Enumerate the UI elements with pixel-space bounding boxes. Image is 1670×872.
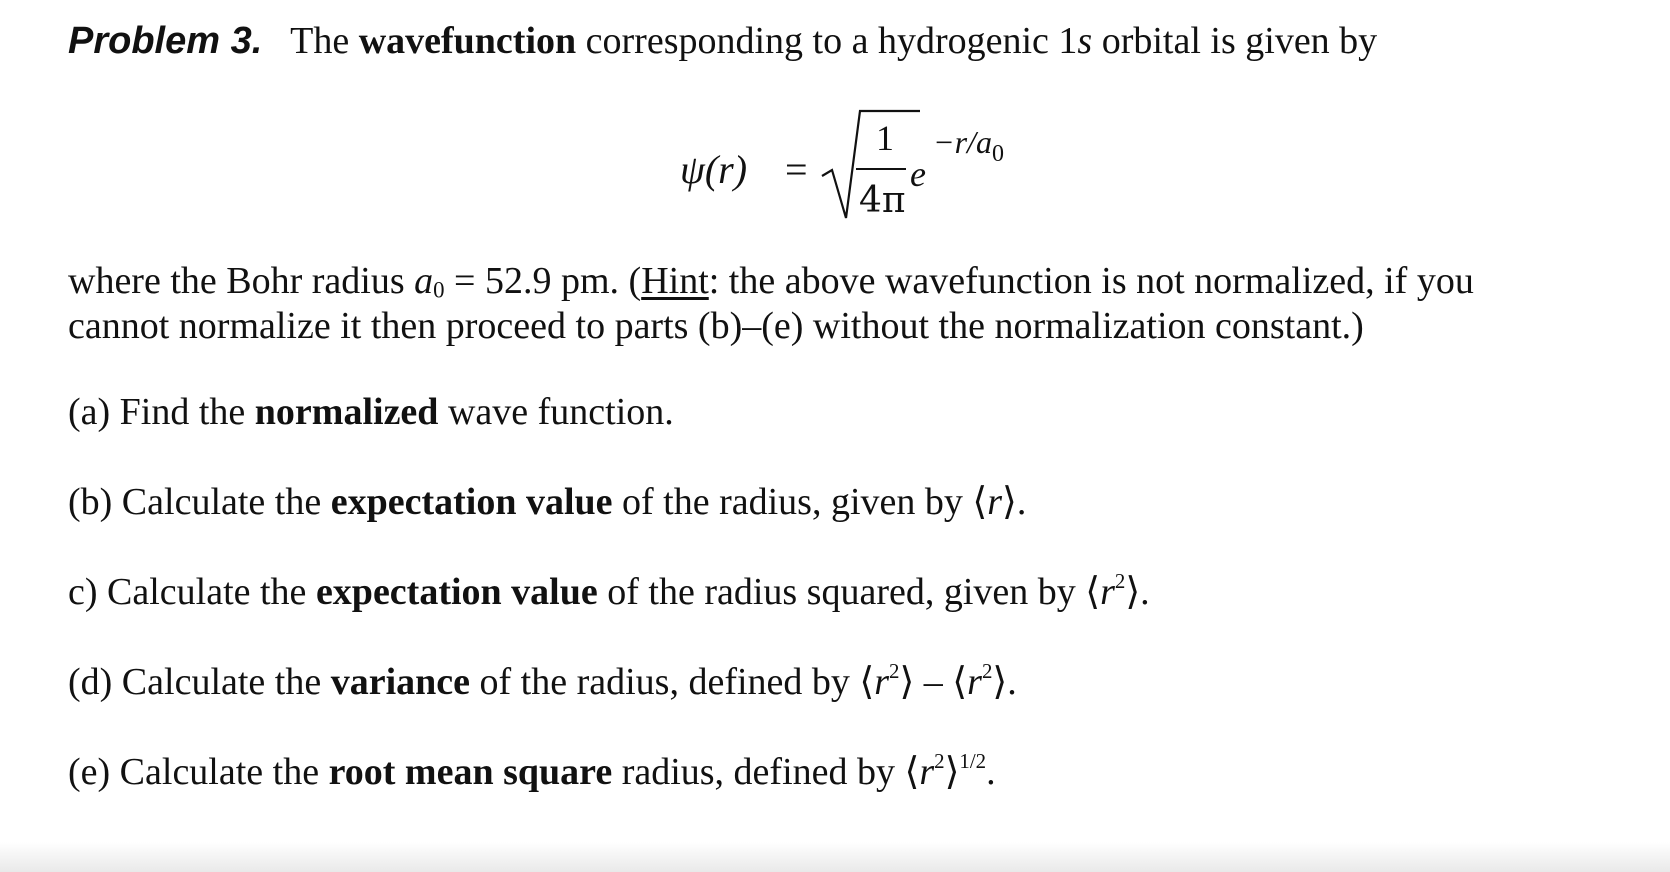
part-e-var: r — [919, 751, 935, 793]
problem-label: Problem 3. — [68, 20, 263, 62]
part-b-post: of the radius, given by ⟨ — [622, 481, 988, 523]
equation-equals: = — [785, 147, 808, 192]
part-b-end: ⟩. — [1002, 481, 1027, 523]
part-e-post: radius, defined by ⟨ — [621, 751, 920, 793]
exponent — [933, 124, 1004, 167]
part-d-sup1: 2 — [889, 659, 900, 684]
part-e — [68, 749, 996, 793]
part-d — [68, 659, 1017, 703]
intro-pre: The — [290, 20, 350, 62]
part-b-var: r — [987, 481, 1003, 523]
part-d-pre: (d) Calculate the — [68, 661, 322, 703]
exponential-base: e — [910, 154, 926, 194]
note-line-2-text: cannot normalize it then proceed to parts (b)–(e) without the normalization constant.) — [68, 305, 1364, 347]
intro-post: orbital is given by — [1101, 20, 1378, 62]
note-line-2 — [68, 307, 1364, 345]
part-c-end: ⟩. — [1125, 571, 1150, 613]
part-b-pre: (b) Calculate the — [68, 481, 322, 523]
part-c-sup: 2 — [1114, 569, 1126, 594]
part-d-post: of the radius, defined by ⟨ — [479, 661, 875, 703]
note-pre: where the Bohr radius — [68, 260, 405, 302]
part-d-bold: variance — [330, 661, 471, 703]
part-a — [68, 393, 674, 431]
part-d-mid: ⟩ – ⟨ — [899, 661, 968, 703]
fraction-denominator: 4π — [859, 180, 906, 221]
intro-bold-term: wavefunction — [358, 20, 577, 62]
orbital-s: s — [1077, 20, 1093, 62]
part-a-post: wave function. — [447, 391, 674, 433]
equation-lhs: ψ(r) — [680, 147, 748, 192]
exponent-text: −r/a — [933, 124, 992, 160]
part-e-close: ⟩ — [944, 751, 960, 793]
part-c-var: r — [1100, 571, 1115, 613]
intro-mid: corresponding to a hydrogenic 1 — [585, 20, 1078, 62]
part-e-sup: 2 — [934, 749, 945, 774]
part-d-var1: r — [874, 661, 890, 703]
part-b-bold: expectation value — [330, 481, 613, 523]
note-line-1 — [68, 260, 1474, 303]
part-e-pre: (e) Calculate the — [68, 751, 320, 793]
part-e-end: . — [986, 751, 996, 793]
part-d-sup2: 2 — [981, 659, 993, 684]
part-e-power: 1/2 — [959, 749, 987, 774]
part-d-end: ⟩. — [992, 661, 1017, 703]
part-c — [68, 569, 1150, 613]
hint-word: Hint — [641, 260, 709, 302]
exponent-subscript: 0 — [991, 141, 1004, 167]
part-a-bold: normalized — [254, 391, 439, 433]
problem-statement — [68, 22, 1377, 60]
part-e-bold: root mean square — [328, 751, 613, 793]
part-b — [68, 483, 1026, 521]
note-post: : the above wavefunction is not normalized, if you — [708, 260, 1474, 302]
bohr-symbol: a — [414, 260, 434, 302]
part-d-var2: r — [967, 661, 982, 703]
part-c-post: of the radius squared, given by ⟨ — [607, 571, 1101, 613]
bottom-shade — [0, 842, 1670, 872]
part-c-pre: c) Calculate the — [68, 571, 307, 613]
bohr-subscript: 0 — [433, 277, 445, 303]
note-value: = 52.9 pm. ( — [454, 260, 642, 302]
part-a-pre: (a) Find the — [68, 391, 246, 433]
fraction-bar — [856, 168, 906, 170]
part-c-bold: expectation value — [315, 571, 598, 613]
wavefunction-equation — [680, 108, 1020, 228]
fraction-numerator: 1 — [876, 118, 894, 158]
